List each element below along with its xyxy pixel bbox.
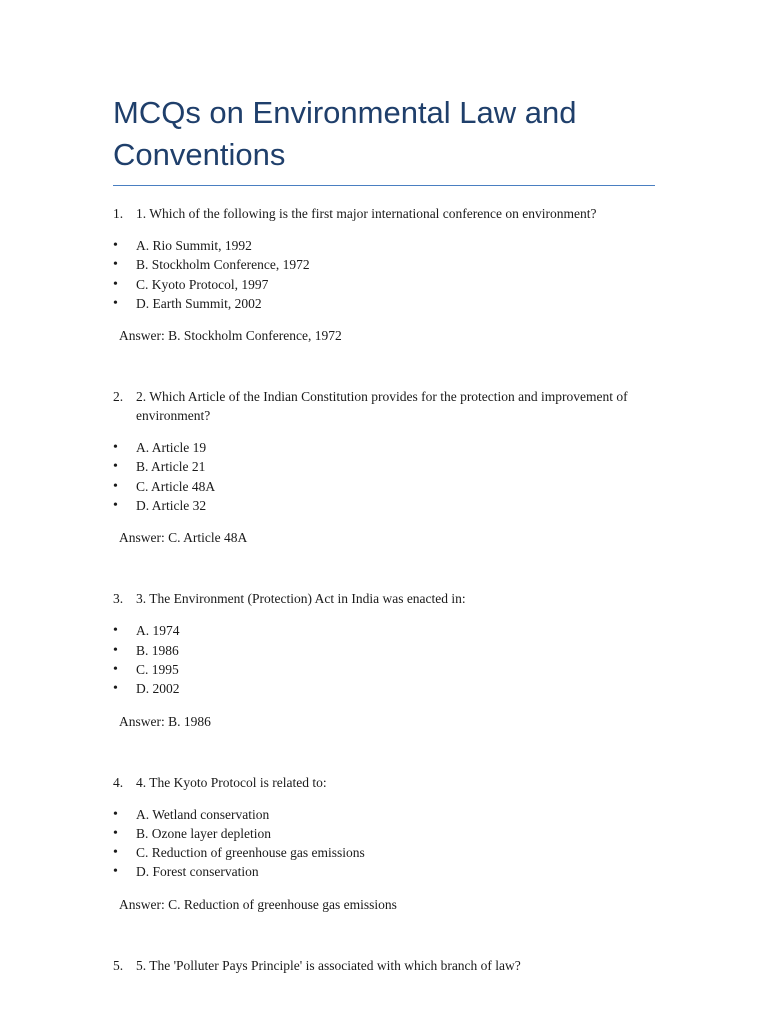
- option-label: C. Reduction of greenhouse gas emissions: [136, 845, 365, 861]
- bullet-icon: •: [113, 276, 118, 292]
- bullet-icon: •: [113, 864, 118, 880]
- question-text: [113, 773, 655, 792]
- options-list: [113, 621, 655, 698]
- option-item: [113, 255, 655, 274]
- option-item: [113, 275, 655, 294]
- bullet-icon: •: [113, 681, 118, 697]
- question-number: 3.: [113, 591, 124, 607]
- bullet-icon: •: [113, 825, 118, 841]
- page-title: MCQs on Environmental Law and Conventions: [113, 92, 655, 186]
- option-label: D. 2002: [136, 681, 180, 697]
- option-label: D. Forest conservation: [136, 864, 259, 880]
- option-item: [113, 438, 655, 457]
- question-text: [113, 956, 655, 975]
- question-block: [113, 956, 655, 975]
- option-item: [113, 679, 655, 698]
- option-label: B. 1986: [136, 642, 179, 658]
- bullet-icon: •: [113, 845, 118, 861]
- question-number: 4.: [113, 774, 124, 790]
- options-list: [113, 438, 655, 515]
- question-label: 2. Which Article of the Indian Constitution provides for the protection and improvement of environment?: [136, 389, 628, 424]
- question-label: 3. The Environment (Protection) Act in India was enacted in:: [136, 591, 466, 607]
- question-text: [113, 387, 655, 425]
- option-item: [113, 660, 655, 679]
- option-label: B. Ozone layer depletion: [136, 825, 271, 841]
- question-number: 5.: [113, 957, 124, 973]
- option-label: A. 1974: [136, 623, 180, 639]
- option-label: D. Article 32: [136, 498, 207, 514]
- bullet-icon: •: [113, 257, 118, 273]
- bullet-icon: •: [113, 295, 118, 311]
- bullet-icon: •: [113, 623, 118, 639]
- option-item: [113, 457, 655, 476]
- option-label: B. Article 21: [136, 459, 206, 475]
- option-item: [113, 294, 655, 313]
- question-number: 2.: [113, 389, 124, 405]
- option-item: [113, 824, 655, 843]
- question-number: 1.: [113, 206, 124, 221]
- option-label: C. Article 48A: [136, 478, 216, 494]
- options-list: [113, 236, 655, 313]
- question-text: [113, 204, 655, 223]
- bullet-icon: •: [113, 498, 118, 514]
- bullet-icon: •: [113, 440, 118, 456]
- option-item: [113, 477, 655, 496]
- option-label: A. Rio Summit, 1992: [136, 238, 252, 253]
- option-item: [113, 496, 655, 515]
- option-label: A. Wetland conservation: [136, 806, 270, 822]
- bullet-icon: •: [113, 661, 118, 677]
- bullet-icon: •: [113, 459, 118, 475]
- option-item: [113, 621, 655, 640]
- option-item: [113, 805, 655, 824]
- answer-text: Answer: B. Stockholm Conference, 1972: [119, 328, 342, 344]
- option-label: C. 1995: [136, 661, 179, 677]
- question-block: [113, 589, 655, 730]
- question-text: [113, 589, 655, 608]
- option-item: [113, 843, 655, 862]
- bullet-icon: •: [113, 238, 118, 253]
- option-label: A. Article 19: [136, 440, 207, 456]
- option-item: [113, 236, 655, 255]
- question-block: [113, 773, 655, 914]
- option-label: C. Kyoto Protocol, 1997: [136, 276, 269, 292]
- option-item: [113, 862, 655, 881]
- option-label: D. Earth Summit, 2002: [136, 295, 262, 311]
- question-label: 4. The Kyoto Protocol is related to:: [136, 774, 327, 790]
- question-label: 1. Which of the following is the first major international conference on environment?: [136, 206, 597, 221]
- bullet-icon: •: [113, 642, 118, 658]
- document-page: [113, 92, 655, 975]
- options-list: [113, 805, 655, 882]
- option-label: B. Stockholm Conference, 1972: [136, 257, 310, 273]
- option-item: [113, 641, 655, 660]
- bullet-icon: •: [113, 806, 118, 822]
- answer-text: Answer: C. Reduction of greenhouse gas emissions: [119, 896, 397, 912]
- question-block: [113, 204, 655, 345]
- bullet-icon: •: [113, 478, 118, 494]
- answer-text: Answer: C. Article 48A: [119, 530, 248, 546]
- question-label: 5. The 'Polluter Pays Principle' is associated with which branch of law?: [136, 957, 521, 973]
- answer-text: Answer: B. 1986: [119, 713, 211, 729]
- question-block: [113, 387, 655, 547]
